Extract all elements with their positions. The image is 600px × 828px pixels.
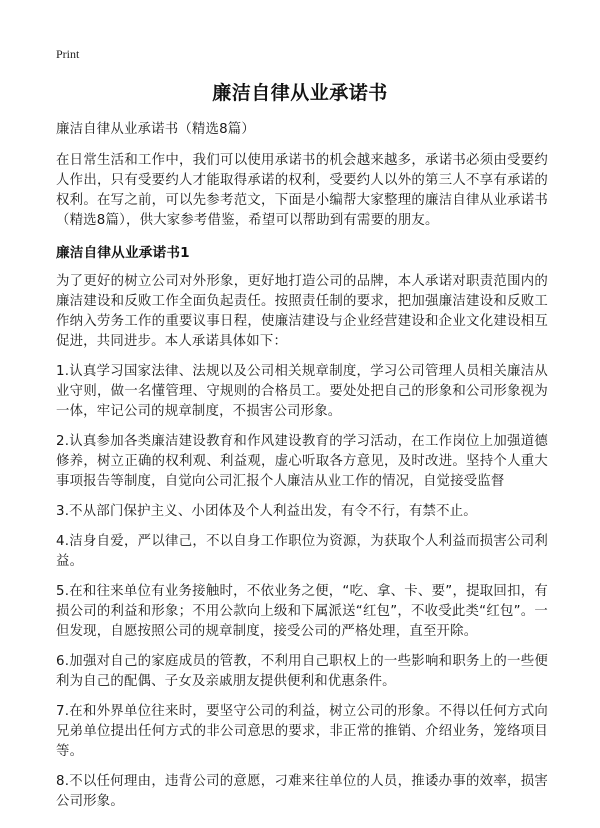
section-heading: 廉洁自律从业承诺书1	[56, 245, 190, 261]
commitment-item-5: 5.在和往来单位有业务接触时，不依业务之便，“吃、拿、卡、要”，提取回扣，有损公司的利益和形象；不用公款向上级和下属派送“红包”，不收受此类“红包”。一但发现，自愿按照公司的规章制度，接受公司的严格处理，直至开除。	[56, 584, 548, 639]
intro-paragraph: 在日常生活和工作中，我们可以使用承诺书的机会越来越多，承诺书必须由受要约人作出，只有受要约人才能取得承诺的权利，受要约人以外的第三人不享有承诺的权利。在写之前，可以先参考范文，下面是小编帮大家整理的廉洁自律从业承诺书（精选8篇），供大家参考借鉴，希望可以帮助到有需要的朋友。	[56, 153, 548, 228]
document-subtitle: 廉洁自律从业承诺书（精选8篇）	[56, 122, 255, 137]
section-1	[56, 243, 548, 812]
commitment-item-7: 7.在和外界单位往来时，要坚守公司的利益，树立公司的形象。不得以任何方式向兄弟单位提出任何方式的非公司意思的要求，非正常的推销、介绍业务，笼络项目等。	[56, 704, 548, 759]
section-opening-paragraph: 为了更好的树立公司对外形象，更好地打造公司的品牌，本人承诺对职责范围内的廉洁建设和反败工作全面负起责任。按照责任制的要求，把加强廉洁建设和反败工作纳入劳务工作的重要议事日程，使廉洁建设与企业经营建设和企业文化建设相互促进，共同进步。本人承诺具体如下：	[56, 274, 548, 349]
commitment-item-3: 3.不从部门保护主义、小团体及个人利益出发，有令不行，有禁不止。	[56, 504, 477, 519]
commitment-item-1: 1.认真学习国家法律、法规以及公司相关规章制度，学习公司管理人员相关廉洁从业守则，做一名懂管理、守规则的合格员工。要处处把自己的形象和公司形象视为一体，牢记公司的规章制度，不损害公司形象。	[56, 364, 548, 419]
document-title: 廉洁自律从业承诺书	[212, 82, 388, 104]
commitment-item-4: 4.洁身自爱，严以律己，不以自身工作职位为资源，为获取个人利益而损害公司利益。	[56, 534, 548, 569]
commitment-item-6: 6.加强对自己的家庭成员的管教，不利用自己职权上的一些影响和职务上的一些便利为自己的配偶、子女及亲戚朋友提供便利和优惠条件。	[56, 654, 548, 689]
commitment-item-2: 2.认真参加各类廉洁建设教育和作风建设教育的学习活动，在工作岗位上加强道德修养，树立正确的权利观、利益观，虚心听取各方意见，及时改进。坚持个人重大事项报告等制度，自觉向公司汇报个人廉洁从业工作的情况，自觉接受监督	[56, 434, 548, 489]
print-link[interactable]: Print	[56, 47, 80, 61]
commitment-item-8: 8.不以任何理由，违背公司的意愿，刁难来往单位的人员，推诿办事的效率，损害公司形象。	[56, 774, 548, 809]
document-body	[56, 120, 548, 822]
